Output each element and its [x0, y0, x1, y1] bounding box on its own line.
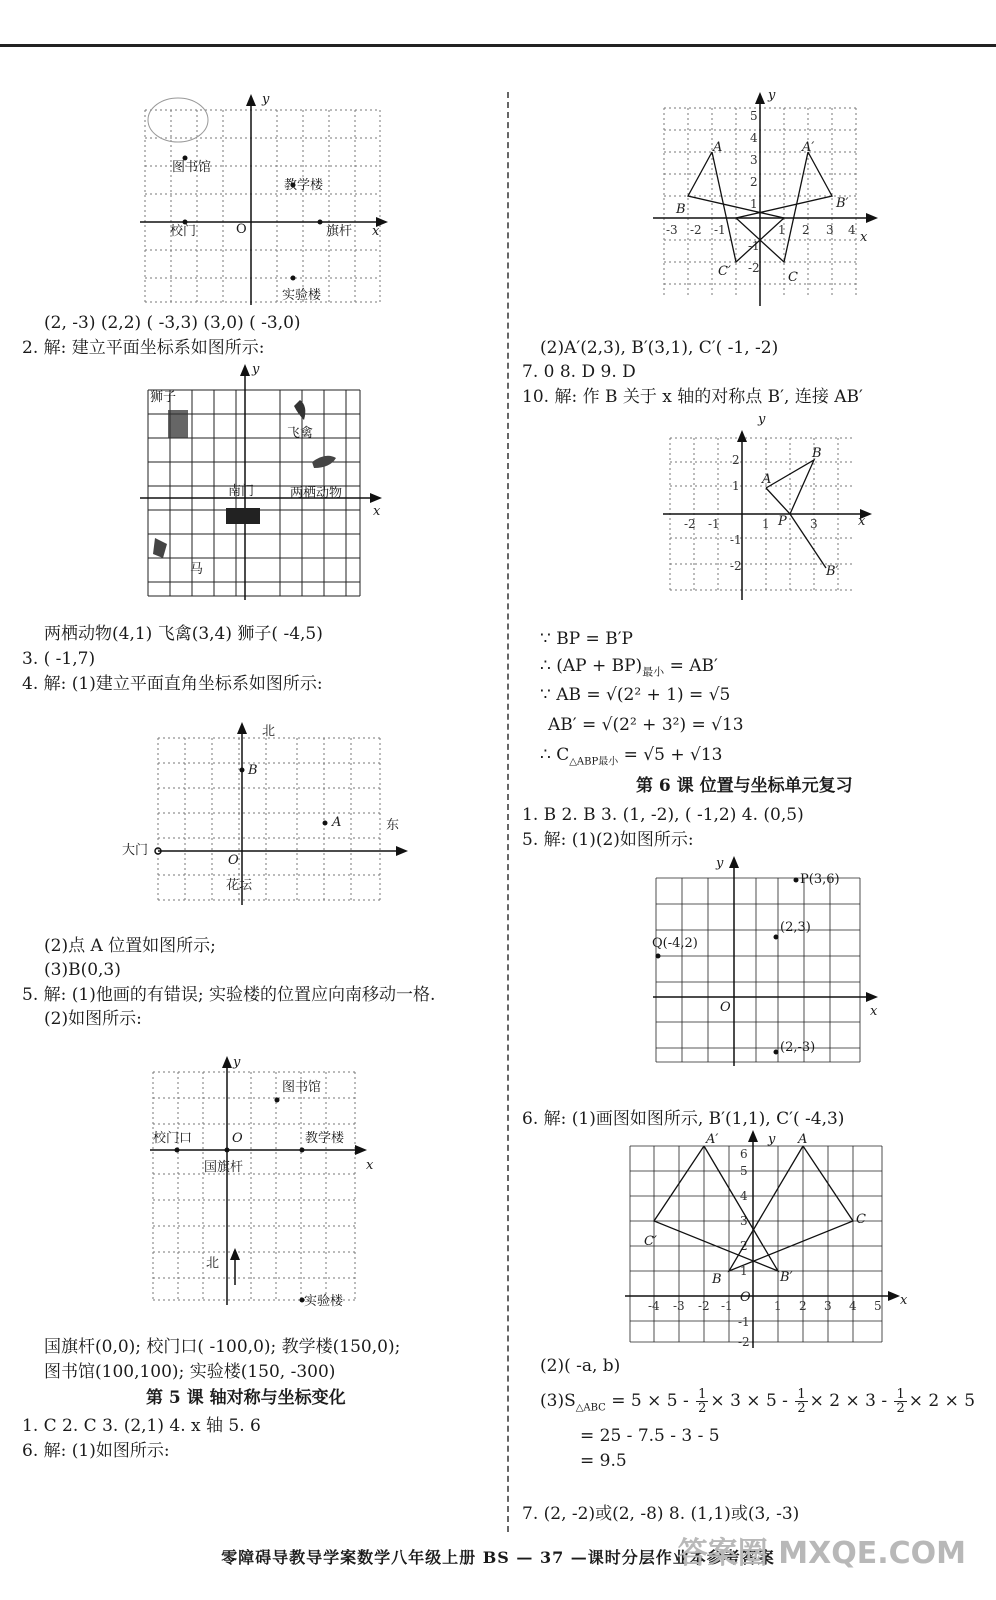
label-teaching-building: 教学楼	[305, 1131, 345, 1146]
svg-text:2: 2	[802, 223, 810, 237]
label-south-gate: 南门	[228, 484, 255, 499]
figure-reflection-grid	[648, 88, 888, 310]
question-4-part-3: (3)B(0,3)	[44, 960, 121, 980]
label-point-a: A	[713, 140, 723, 155]
label-horse: 马	[190, 562, 204, 577]
label-east: 东	[386, 818, 400, 833]
fraction-half: $\frac{1}{2}$	[797, 1387, 806, 1416]
label-point-2-3: (2,3)	[780, 920, 811, 935]
lesson-6-question-6-part-2: (2)( -a, b)	[540, 1356, 621, 1376]
svg-text:1: 1	[778, 223, 786, 237]
proof-line-2: ∴ $(AP + BP)_{最小} = AB'$	[540, 656, 718, 679]
label-x-axis: x	[372, 224, 380, 239]
svg-text:3: 3	[824, 1299, 832, 1313]
proof-line-3: ∵ AB = √(2² + 1) = √5	[540, 685, 731, 705]
label-y-axis: y	[252, 362, 260, 377]
label-library: 图书馆	[172, 160, 212, 175]
svg-text:6: 6	[740, 1147, 748, 1161]
svg-text:-4: -4	[648, 1299, 660, 1313]
lesson-5-heading: 第 5 课 轴对称与坐标变化	[146, 1388, 346, 1408]
question-2: 2. 解: 建立平面坐标系如图所示:	[22, 338, 265, 358]
label-y-axis: y	[262, 92, 270, 107]
label-point-q: Q(-4,2)	[652, 936, 698, 951]
calculation-line-1: = 25 - 7.5 - 3 - 5	[580, 1426, 720, 1446]
lesson-5-question-6: 6. 解: (1)如图所示:	[22, 1441, 170, 1461]
svg-text:3: 3	[826, 223, 834, 237]
svg-text:5: 5	[750, 109, 758, 123]
column-divider	[507, 92, 509, 1532]
label-point-b-prime: B′	[780, 1270, 793, 1285]
label-origin: O	[236, 222, 247, 237]
svg-text:5: 5	[874, 1299, 882, 1313]
svg-text:-1: -1	[721, 1299, 733, 1313]
svg-text:-2: -2	[738, 1335, 750, 1349]
label-main-gate: 大门	[122, 843, 149, 858]
label-y-axis: y	[758, 412, 766, 427]
label-flowerbed: 花坛	[226, 878, 253, 893]
label-x-axis: x	[858, 514, 866, 529]
figure-triangle-grid	[620, 1130, 910, 1355]
svg-text:-3: -3	[666, 223, 678, 237]
question-5: 5. 解: (1)他画的有错误; 实验楼的位置应向南移动一格.	[22, 985, 436, 1005]
label-point-b: B	[676, 202, 686, 217]
label-point-a: A	[332, 815, 342, 830]
label-origin: O	[740, 1290, 751, 1305]
label-point-b-prime: B′	[826, 564, 839, 579]
svg-text:2: 2	[750, 175, 758, 189]
label-y-axis: y	[716, 856, 724, 871]
lesson5-question-6-part-2: (2)A′(2,3), B′(3,1), C′( -1, -2)	[540, 338, 779, 358]
svg-text:1: 1	[762, 517, 770, 531]
label-point-c-prime: C′	[718, 264, 731, 279]
question-5-part-2: (2)如图所示:	[44, 1009, 142, 1029]
label-lab-building: 实验楼	[304, 1294, 344, 1309]
lesson-6-question-6: 6. 解: (1)画图如图所示, B′(1,1), C′( -4,3)	[522, 1109, 845, 1129]
svg-text:-2: -2	[748, 261, 760, 275]
svg-text:-3: -3	[673, 1299, 685, 1313]
question-5-answer-2: 图书馆(100,100); 实验楼(150, -300)	[44, 1362, 336, 1382]
figure-zoo-grid	[140, 360, 390, 610]
label-origin: O	[232, 1131, 243, 1146]
svg-text:5: 5	[740, 1164, 748, 1178]
label-point-c: C	[856, 1212, 866, 1227]
fraction-half: $\frac{1}{2}$	[698, 1387, 707, 1416]
label-x-axis: x	[860, 230, 868, 245]
svg-text:-1: -1	[708, 517, 720, 531]
label-point-a: A	[762, 472, 772, 487]
lesson5-question-10: 10. 解: 作 B 关于 x 轴的对称点 B′, 连接 AB′	[522, 387, 863, 407]
label-north: 北	[206, 1256, 220, 1271]
label-point-2-minus-3: (2,-3)	[780, 1040, 816, 1055]
label-x-axis: x	[373, 504, 381, 519]
page-footer: 零障碍导教导学案数学八年级上册 BS — 37 —课时分层作业本参考答案	[221, 1548, 775, 1567]
svg-text:-1: -1	[730, 533, 742, 547]
lesson-5-answers: 1. C 2. C 3. (2,1) 4. x 轴 5. 6	[22, 1416, 261, 1436]
proof-line-4: AB′ = √(2² + 3²) = √13	[548, 715, 744, 735]
label-lion: 狮子	[150, 390, 177, 405]
figure-campus-map-1	[140, 90, 400, 310]
label-x-axis: x	[900, 1293, 908, 1308]
label-x-axis: x	[366, 1158, 374, 1173]
svg-text:4: 4	[740, 1189, 748, 1203]
svg-text:-1: -1	[714, 223, 726, 237]
label-flagpole: 旗杆	[326, 224, 353, 239]
label-point-p: P	[778, 514, 787, 529]
watermark-logo: 答案圈 MXQE.COM	[677, 1536, 966, 1571]
svg-text:1: 1	[774, 1299, 782, 1313]
figure-points-grid	[648, 852, 888, 1070]
label-point-b: B	[812, 446, 822, 461]
figure-compass-grid	[150, 720, 420, 910]
question-4: 4. 解: (1)建立平面直角坐标系如图所示:	[22, 674, 323, 694]
coords-line: (2, -3) (2,2) ( -3,3) (3,0) ( -3,0)	[44, 313, 301, 333]
proof-line-5: ∴ $C_{\triangle ABP最小} = √5 + √13$	[540, 745, 723, 768]
top-rule	[0, 44, 996, 47]
svg-text:1: 1	[732, 479, 740, 493]
svg-text:1: 1	[750, 197, 758, 211]
label-y-axis: y	[233, 1055, 241, 1070]
label-point-b: B	[712, 1272, 722, 1287]
svg-text:3: 3	[810, 517, 818, 531]
svg-text:-2: -2	[690, 223, 702, 237]
proof-line-1: ∵ BP = B′P	[540, 629, 633, 649]
svg-text:1: 1	[740, 1264, 748, 1278]
lesson-6-question-5: 5. 解: (1)(2)如图所示:	[522, 830, 694, 850]
svg-text:3: 3	[750, 153, 758, 167]
calculation-line-2: = 9.5	[580, 1451, 627, 1471]
lesson-6-questions-7-8: 7. (2, -2)或(2, -8) 8. (1,1)或(3, -3)	[522, 1504, 800, 1524]
label-origin: O	[720, 1000, 731, 1015]
svg-text:2: 2	[732, 453, 740, 467]
svg-text:-2: -2	[698, 1299, 710, 1313]
question-5-answer-1: 国旗杆(0,0); 校门口( -100,0); 教学楼(150,0);	[44, 1337, 401, 1357]
svg-text:2: 2	[799, 1299, 807, 1313]
question-3: 3. ( -1,7)	[22, 649, 96, 669]
label-north: 北	[262, 724, 276, 739]
label-bird: 飞禽	[287, 426, 314, 441]
lesson-6-heading: 第 6 课 位置与坐标单元复习	[636, 776, 853, 796]
label-point-c-prime: C′	[644, 1234, 657, 1249]
svg-text:4: 4	[849, 1299, 857, 1313]
label-point-c: C	[788, 270, 798, 285]
label-point-a-prime: A′	[802, 140, 815, 155]
svg-text:3: 3	[740, 1214, 748, 1228]
label-school-gate: 校门	[170, 224, 197, 239]
label-point-b: B	[248, 763, 258, 778]
label-point-b-prime: B′	[836, 196, 849, 211]
svg-text:-2: -2	[730, 559, 742, 573]
svg-text:-2: -2	[684, 517, 696, 531]
label-y-axis: y	[768, 88, 776, 103]
svg-text:2: 2	[740, 1239, 748, 1253]
label-school-gate: 校门口	[153, 1131, 193, 1146]
label-origin: O	[228, 853, 239, 868]
label-x-axis: x	[870, 1004, 878, 1019]
label-flagpole: 国旗杆	[204, 1160, 244, 1175]
label-point-a: A	[798, 1132, 808, 1147]
label-library: 图书馆	[282, 1080, 322, 1095]
question-4-part-2: (2)点 A 位置如图所示;	[44, 936, 216, 956]
lesson-6-answers: 1. B 2. B 3. (1, -2), ( -1,2) 4. (0,5)	[522, 805, 804, 825]
fraction-half: $\frac{1}{2}$	[896, 1387, 905, 1416]
svg-text:-1: -1	[748, 239, 760, 253]
lesson5-questions-7-9: 7. 0 8. D 9. D	[522, 362, 636, 382]
svg-text:-1: -1	[738, 1315, 750, 1329]
lesson-6-question-6-part-3: $(3)S_{\triangle ABC} = 5 \times 5$ - $\frac{1}{2}$ × 3 × 5 - $\frac{1}{2}$ × 2 × 3 - $\frac{1}{2}$ × 2 × 5	[540, 1387, 976, 1416]
label-amphibian: 两栖动物	[290, 486, 343, 501]
figure-campus-map-2	[145, 1050, 385, 1310]
svg-text:4: 4	[848, 223, 856, 237]
label-point-p: P(3,6)	[800, 872, 840, 887]
label-point-a-prime: A′	[706, 1132, 719, 1147]
label-y-axis: y	[768, 1132, 776, 1147]
label-lab-building: 实验楼	[282, 288, 322, 303]
svg-text:4: 4	[750, 131, 758, 145]
question-2-answer: 两栖动物(4,1) 飞禽(3,4) 狮子( -4,5)	[44, 624, 323, 644]
figure-shortest-path-grid	[660, 430, 880, 605]
label-teaching-building: 教学楼	[284, 178, 324, 193]
